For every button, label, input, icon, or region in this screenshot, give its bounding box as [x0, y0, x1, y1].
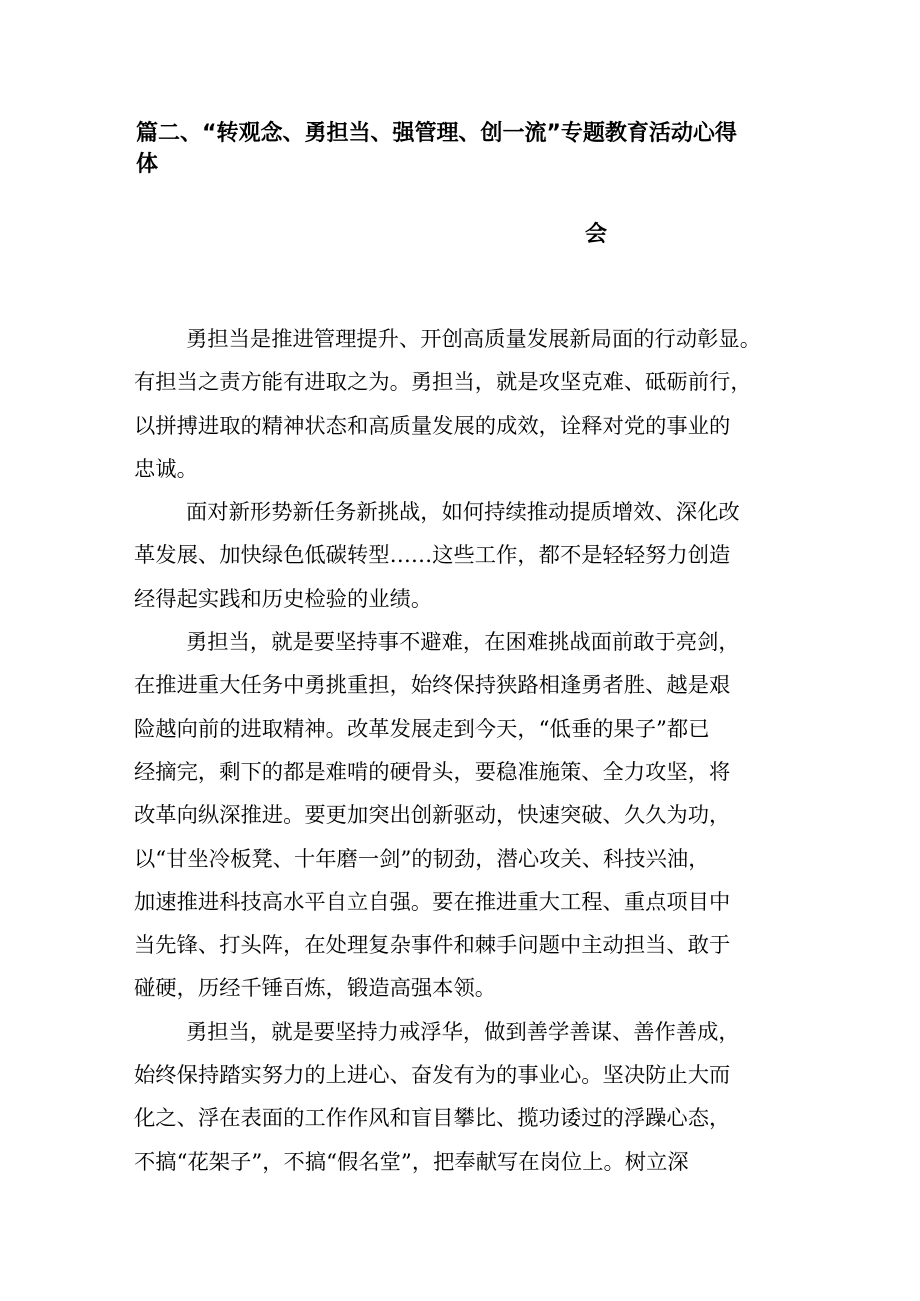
paragraph-line: 当先锋、打头阵，在处理复杂事件和棘手问题中主动担当、敢于 [134, 933, 731, 959]
paragraph-line: 化之、浮在表面的工作作风和盲目攀比、揽功诿过的浮躁心态， [134, 1106, 731, 1132]
paragraph-line: 经得起实践和历史检验的业绩。 [134, 586, 433, 612]
paragraph-2 [134, 491, 794, 621]
paragraph-line: 加速推进科技高水平自立自强。要在推进重大工程、重点项目中 [134, 889, 731, 915]
title-line-1: 篇二、“转观念、勇担当、强管理、创一流”专题教育活动心得 [136, 121, 737, 146]
paragraph-line: 勇担当，就是要坚持事不避难，在困难挑战面前敢于亮剑， [186, 630, 740, 656]
paragraph-line: 改革向纵深推进。要更加突出创新驱动，快速突破、久久为功， [134, 803, 731, 829]
document-title [136, 118, 816, 247]
paragraph-line: 勇担当是推进管理提升、开创高质量发展新局面的行动彰显。 [186, 327, 762, 352]
title-tail: 会 [584, 222, 607, 247]
paragraph-line: 以拼搏进取的精神状态和高质量发展的成效，诠释对党的事业的 [134, 413, 731, 439]
paragraph-line: 面对新形势新任务新挑战，如何持续推动提质增效、深化改 [186, 500, 740, 526]
paragraph-line: 革发展、加快绿色低碳转型……这些工作，都不是轻轻努力创造 [134, 543, 731, 569]
document-body [134, 318, 794, 1184]
paragraph-line: 经摘完，剩下的都是难啃的硬骨头，要稳准施策、全力攻坚，将 [134, 759, 731, 785]
paragraph-line: 以“甘坐冷板凳、十年磨一剑”的韧劲，潜心攻关、科技兴油， [134, 846, 710, 872]
title-line-2: 体 [136, 152, 159, 177]
paragraph-line: 勇担当，就是要坚持力戒浮华，做到善学善谋、善作善成， [186, 1019, 740, 1045]
paragraph-line: 忠诚。 [134, 456, 198, 482]
paragraph-4 [134, 1011, 794, 1184]
paragraph-1 [134, 318, 794, 491]
paragraph-3 [134, 621, 794, 1011]
paragraph-line: 在推进重大任务中勇挑重担，始终保持狭路相逢勇者胜、越是艰 [134, 673, 731, 699]
paragraph-line: 险越向前的进取精神。改革发展走到今天，“低垂的果子”都已 [134, 716, 710, 742]
paragraph-line: 碰硬，历经千锤百炼，锻造高强本领。 [134, 976, 497, 1002]
paragraph-line: 有担当之责方能有进取之为。勇担当，就是攻坚克难、砥砺前行， [134, 370, 752, 396]
paragraph-line: 始终保持踏实努力的上进心、奋发有为的事业心。坚决防止大而 [134, 1063, 731, 1089]
paragraph-line: 不搞“花架子”，不搞“假名堂”，把奉献写在岗位上。树立深 [134, 1149, 689, 1175]
